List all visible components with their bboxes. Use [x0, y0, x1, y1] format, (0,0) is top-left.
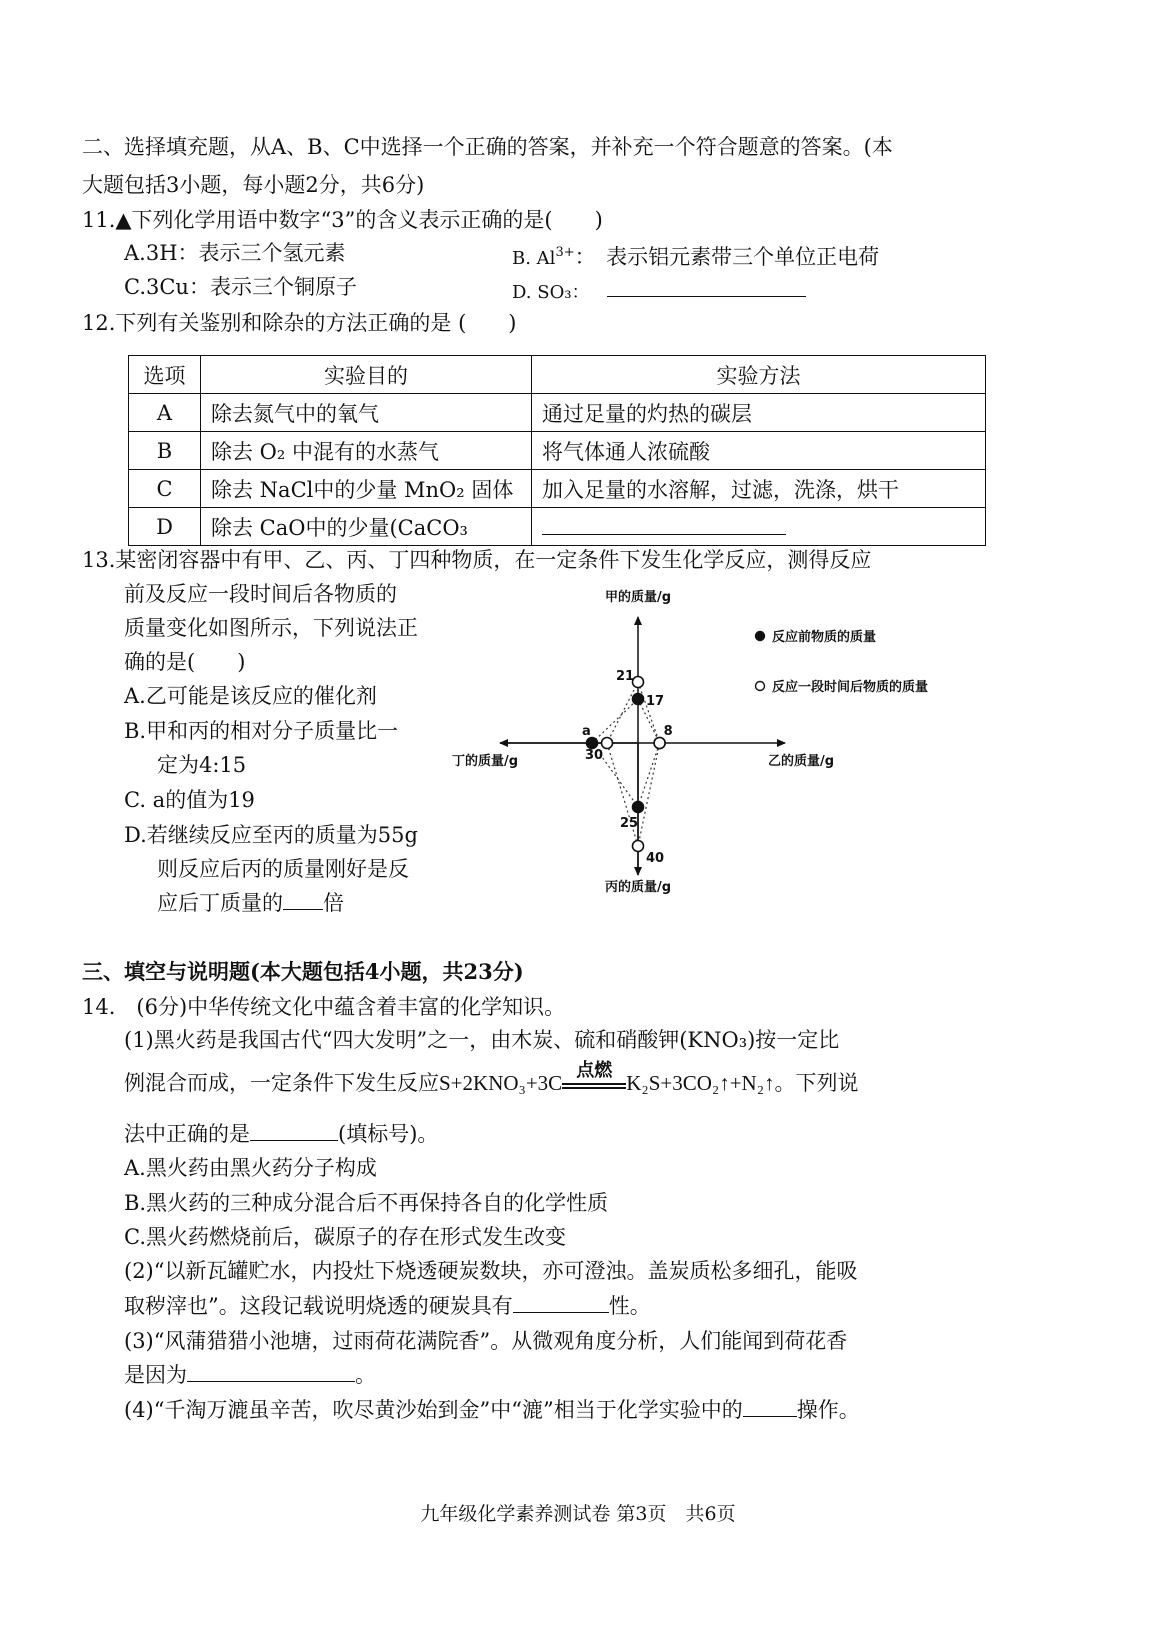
q14-part1-line1: (1)黑火药是我国古代“四大发明”之一，由木炭、硫和硝酸钾(KNO₃)按一定比: [124, 1028, 840, 1052]
q14-part1-line2: [124, 1060, 859, 1097]
data-label: 21: [616, 669, 635, 684]
data-label: 40: [646, 851, 665, 866]
row-option: B: [129, 432, 201, 470]
header-purpose: 实验目的: [201, 356, 532, 394]
q14-part1-option-b: B.黑火药的三种成分混合后不再保持各自的化学性质: [124, 1191, 609, 1215]
row-option: A: [129, 394, 201, 432]
row-method: 通过足量的灼热的碳层: [532, 394, 986, 432]
q14-part2-text-end: 性。: [608, 1294, 651, 1318]
row-purpose: 除去 CaO中的少量(CaCO₃: [201, 508, 532, 546]
mass-change-chart: [440, 575, 970, 905]
q11-option-b: [512, 239, 879, 273]
q11-option-a: A.3H：表示三个氢元素: [124, 241, 346, 265]
q11-option-b-text: ： 表示铝元素带三个单位正电荷: [574, 245, 880, 269]
legend-marker-filled: [756, 632, 765, 641]
table-row: [129, 432, 986, 470]
q11-option-b-prefix: B. Al: [512, 248, 556, 269]
data-label: 30: [585, 748, 604, 763]
row-method: 加入足量的水溶解，过滤，洗涤，烘干: [532, 470, 986, 508]
data-label: a: [582, 724, 591, 739]
q11-option-c: C.3Cu：表示三个铜原子: [124, 275, 357, 299]
q13-option-d-line3: [157, 889, 344, 917]
q13-stem-line2: 前及反应一段时间后各物质的: [124, 582, 397, 606]
q14-part1-line3: [124, 1120, 438, 1148]
point-after: [602, 738, 613, 749]
section2-heading-line2: 大题包括3小题，每小题2分，共6分): [82, 173, 425, 197]
axis-title-right: 乙的质量/g: [768, 754, 835, 769]
data-label: 25: [620, 816, 639, 831]
q12-answer-blank[interactable]: [542, 514, 786, 535]
section2-heading-line1: 二、选择填充题，从A、B、C中选择一个正确的答案，并补充一个符合题意的答案。(本: [82, 135, 893, 159]
data-label: 17: [646, 694, 665, 709]
q11-option-b-charge: 3+: [555, 245, 575, 260]
q14-part4-line: [124, 1396, 860, 1424]
q14-equation-arrow: [562, 1060, 626, 1097]
row-method-blank-cell[interactable]: [532, 508, 986, 546]
legend-label-after: 反应一段时间后物质的质量: [772, 680, 929, 695]
q14-part3-text: 是因为: [124, 1363, 187, 1387]
row-option: D: [129, 508, 201, 546]
q14-part1-question-end: (填标号)。: [338, 1122, 439, 1146]
q14-part1-answer-blank[interactable]: [250, 1120, 338, 1141]
data-label: 8: [663, 724, 673, 739]
table-row: [129, 508, 986, 546]
q13-option-a: A.乙可能是该反应的催化剂: [124, 684, 377, 708]
point-before: [633, 694, 644, 705]
q14-part2-answer-blank[interactable]: [513, 1292, 609, 1313]
q13-stem-line4: 确的是( ): [124, 650, 246, 674]
q14-part4-answer-blank[interactable]: [743, 1396, 797, 1417]
q14-part3-text-end: 。: [355, 1363, 376, 1387]
q14-part2-text: 取秽滓也”。这段记载说明烧透的硬炭具有: [124, 1294, 513, 1318]
q14-equation-condition: 点燃: [576, 1060, 613, 1081]
row-purpose: 除去氮气中的氧气: [201, 394, 532, 432]
row-method: 将气体通人浓硫酸: [532, 432, 986, 470]
q13-stem-line3: 质量变化如图所示，下列说法正: [124, 616, 418, 640]
table-row: [129, 470, 986, 508]
q13-option-d-line1: D.若继续反应至丙的质量为55g: [124, 823, 418, 847]
q14-part1-text: 例混合而成，一定条件下发生反应: [124, 1071, 439, 1095]
equation-double-line-icon: [562, 1083, 626, 1089]
q14-equation-left: S+2KNO₃+3C: [439, 1071, 563, 1095]
q14-part2-line1: (2)“以新瓦罐贮水，内投灶下烧透硬炭数块，亦可澄浊。盖炭质松多细孔，能吸: [124, 1259, 858, 1283]
table-row: [129, 394, 986, 432]
q11-option-d: D. SO₃：: [512, 282, 590, 303]
section3-heading: 三、填空与说明题(本大题包括4小题，共23分): [82, 959, 524, 984]
row-purpose: 除去 NaCl中的少量 MnO₂ 固体: [201, 470, 532, 508]
point-before: [633, 802, 644, 813]
row-option: C: [129, 470, 201, 508]
point-before: [587, 738, 598, 749]
q12-stem: 12.下列有关鉴别和除杂的方法正确的是 ( ): [82, 311, 517, 335]
q14-equation-right: K₂S+3CO₂↑+N₂↑: [626, 1071, 775, 1095]
q14-part1-option-a: A.黑火药由黑火药分子构成: [124, 1156, 377, 1180]
q14-part3-line2: [124, 1361, 376, 1389]
q13-answer-blank[interactable]: [283, 889, 323, 910]
q12-options-table: [128, 355, 986, 546]
q14-part1-text-end: 。下列说: [774, 1071, 859, 1095]
axis-title-up: 甲的质量/g: [604, 590, 672, 605]
table-header-row: [129, 356, 986, 394]
q14-part1-question: 法中正确的是: [124, 1122, 250, 1146]
q14-part2-line2: [124, 1292, 651, 1320]
q14-part3-answer-blank[interactable]: [187, 1361, 355, 1382]
q13-option-b-line1: B.甲和丙的相对分子质量比一: [124, 719, 399, 743]
q14-part1-option-c: C.黑火药燃烧前后，碳原子的存在形式发生改变: [124, 1225, 566, 1249]
legend-label-before: 反应前物质的质量: [772, 630, 877, 645]
q13-option-b-line2: 定为4:15: [157, 753, 247, 777]
axis-title-down: 丙的质量/g: [604, 880, 672, 895]
q14-part3-line1: (3)“风蒲猎猎小池塘，过雨荷花满院香”。从微观角度分析，人们能闻到荷花香: [124, 1329, 848, 1353]
legend-marker-hollow: [756, 682, 765, 691]
header-option: 选项: [129, 356, 201, 394]
q13-stem-line1: 13.某密闭容器中有甲、乙、丙、丁四种物质，在一定条件下发生化学反应，测得反应: [82, 548, 872, 572]
q14-part4-text-end: 操作。: [796, 1398, 860, 1422]
q13-option-d-line2: 则反应后丙的质量刚好是反: [157, 857, 409, 881]
page-footer: 九年级化学素养测试卷 第3页 共6页: [420, 1503, 736, 1525]
q13-option-d-end: 倍: [323, 891, 344, 915]
axis-title-left: 丁的质量/g: [452, 754, 519, 769]
point-after: [633, 677, 644, 688]
row-purpose: 除去 O₂ 中混有的水蒸气: [201, 432, 532, 470]
q11-stem: 11.▲下列化学用语中数字“3”的含义表示正确的是( ): [82, 208, 603, 232]
q13-option-c: C. a的值为19: [124, 788, 255, 812]
q14-part4-text: (4)“千淘万漉虽辛苦，吹尽黄沙始到金”中“漉”相当于化学实验中的: [124, 1398, 743, 1422]
header-method: 实验方法: [532, 356, 986, 394]
q14-stem: 14. (6分)中华传统文化中蕴含着丰富的化学知识。: [82, 995, 566, 1019]
q13-option-d-text: 应后丁质量的: [157, 891, 283, 915]
point-after: [654, 738, 665, 749]
point-after: [633, 841, 644, 852]
q11-answer-blank[interactable]: [607, 296, 806, 297]
